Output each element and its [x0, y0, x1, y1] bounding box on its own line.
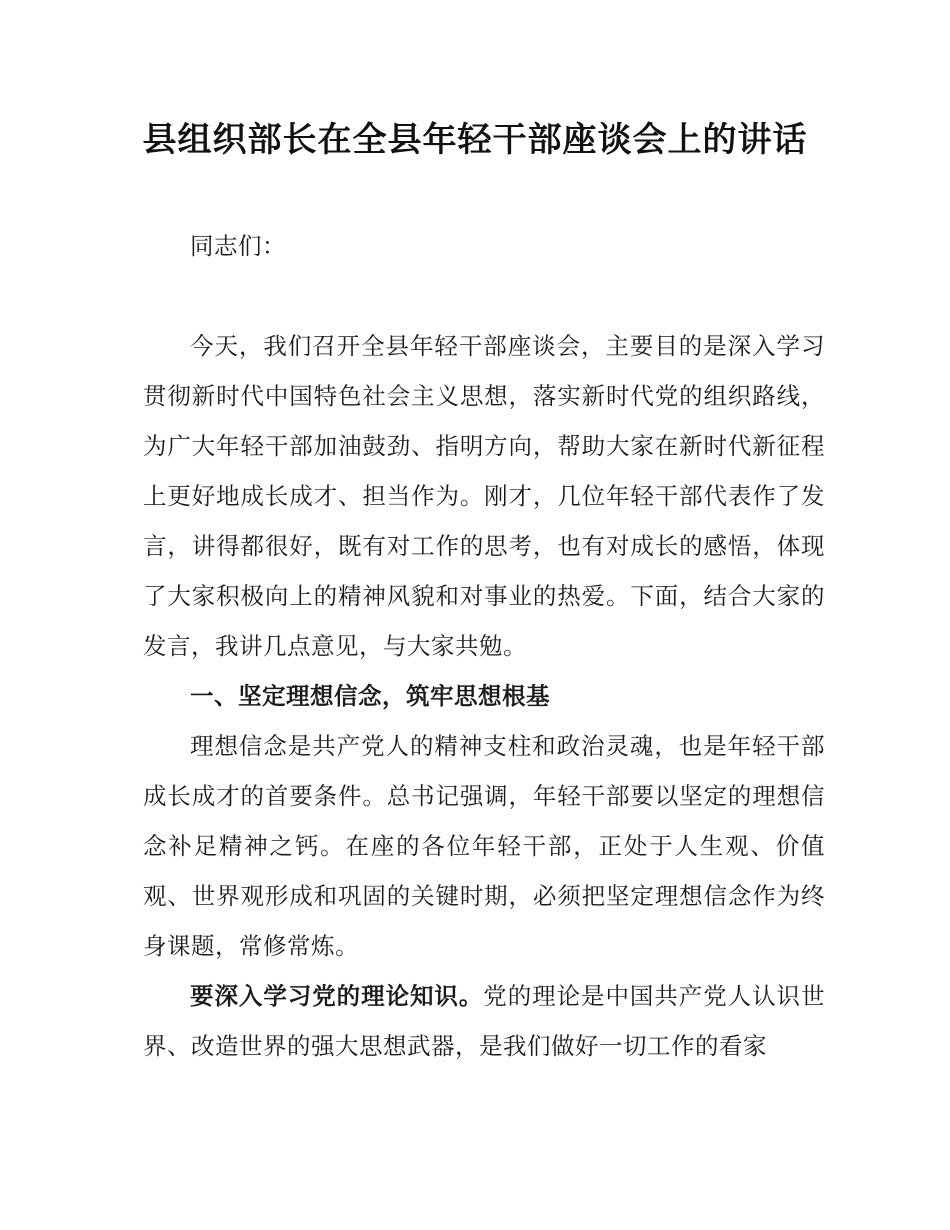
- document-body: [143, 221, 825, 1071]
- point1-lead: 要深入学习党的理论知识。: [190, 982, 484, 1010]
- document-title: 县组织部长在全县年轻干部座谈会上的讲话: [142, 120, 808, 160]
- spacer: [143, 271, 825, 321]
- section1-heading-line: [143, 671, 825, 721]
- point1-body: 党的理论是中国共产党人认识世界、改造世界的强大思想武器，是我们做好一切工作的看家: [143, 982, 826, 1060]
- point1-paragraph: [143, 971, 825, 1071]
- section1-heading: 一、坚定理想信念，筑牢思想根基: [190, 682, 550, 710]
- greeting: 同志们：: [190, 232, 286, 260]
- intro-paragraph: 今天，我们召开全县年轻干部座谈会，主要目的是深入学习贯彻新时代中国特色社会主义思想，落实新时代党的组织路线，为广大年轻干部加油鼓劲、指明方向，帮助大家在新时代新征程上更好地成长成才、担当作为。刚才，几位年轻干部代表作了发言，讲得都很好，既有对工作的思考，也有对成长的感悟，体现了大家积极向上的精神风貌和对事业的热爱。下面，结合大家的发言，我讲几点意见，与大家共勉。: [143, 332, 825, 660]
- section1-paragraph: 理想信念是共产党人的精神支柱和政治灵魂，也是年轻干部成长成才的首要条件。总书记强调，年轻干部要以坚定的理想信念补足精神之钙。在座的各位年轻干部，正处于人生观、价值观、世界观形成和巩固的关键时期，必须把坚定理想信念作为终身课题，常修常炼。: [143, 732, 825, 960]
